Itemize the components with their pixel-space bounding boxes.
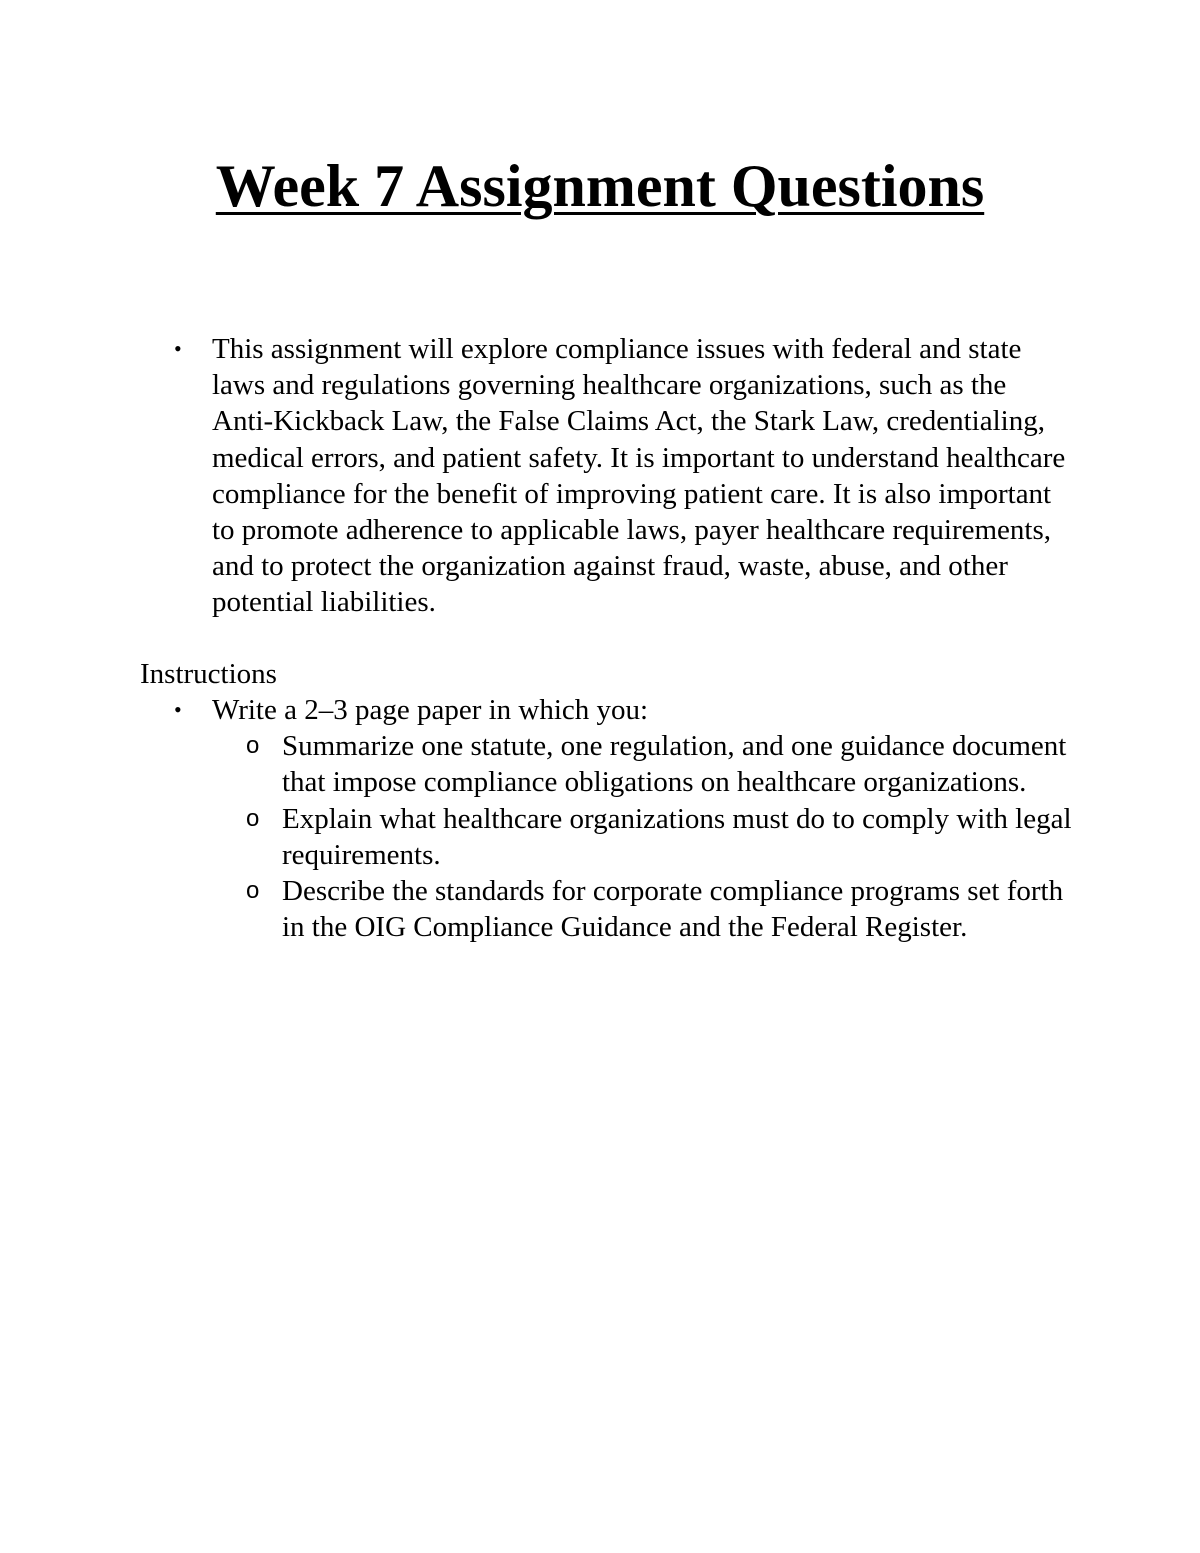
instruction-bullet-item xyxy=(0,692,1072,728)
bullet-icon: • xyxy=(174,336,182,361)
sub-item-text: Describe the standards for corporate compliance programs set forth in the OIG Compliance Guidance and the Federal Register. xyxy=(282,875,1064,944)
instructions-list xyxy=(0,692,1200,945)
instruction-text: Write a 2–3 page paper in which you: xyxy=(212,694,649,726)
instruction-sub-list xyxy=(0,728,1200,945)
intro-paragraph: This assignment will explore compliance issues with federal and state laws and regulations governing healthcare organizations, such as the Anti-Kickback Law, the False Claims Act, the Stark Law, credentialing, medical errors, and patient safety. It is important to understand healthcare compliance for the benefit of improving patient care. It is also important to promote adherence to applicable laws, payer healthcare requirements, and to protect the organization against fraud, waste, abuse, and other potential liabilities. xyxy=(212,333,1066,619)
circle-bullet-icon: o xyxy=(246,877,260,905)
bullet-icon: • xyxy=(174,697,182,722)
sub-item-text: Explain what healthcare organizations must do to comply with legal requirements. xyxy=(282,802,1072,871)
instruction-sub-list-wrapper xyxy=(0,728,1200,945)
sub-list-item xyxy=(0,801,1072,873)
instructions-heading: Instructions xyxy=(140,658,277,690)
sub-list-item xyxy=(0,728,1072,800)
sub-item-text: Summarize one statute, one regulation, and one guidance document that impose compliance obligations on healthcare organizations. xyxy=(282,730,1067,799)
intro-bullet-list xyxy=(0,331,1200,621)
circle-bullet-icon: o xyxy=(246,732,260,760)
page-title: Week 7 Assignment Questions xyxy=(215,153,985,219)
intro-bullet-item xyxy=(0,331,1072,621)
sub-list-item xyxy=(0,873,1072,945)
circle-bullet-icon: o xyxy=(246,804,260,832)
